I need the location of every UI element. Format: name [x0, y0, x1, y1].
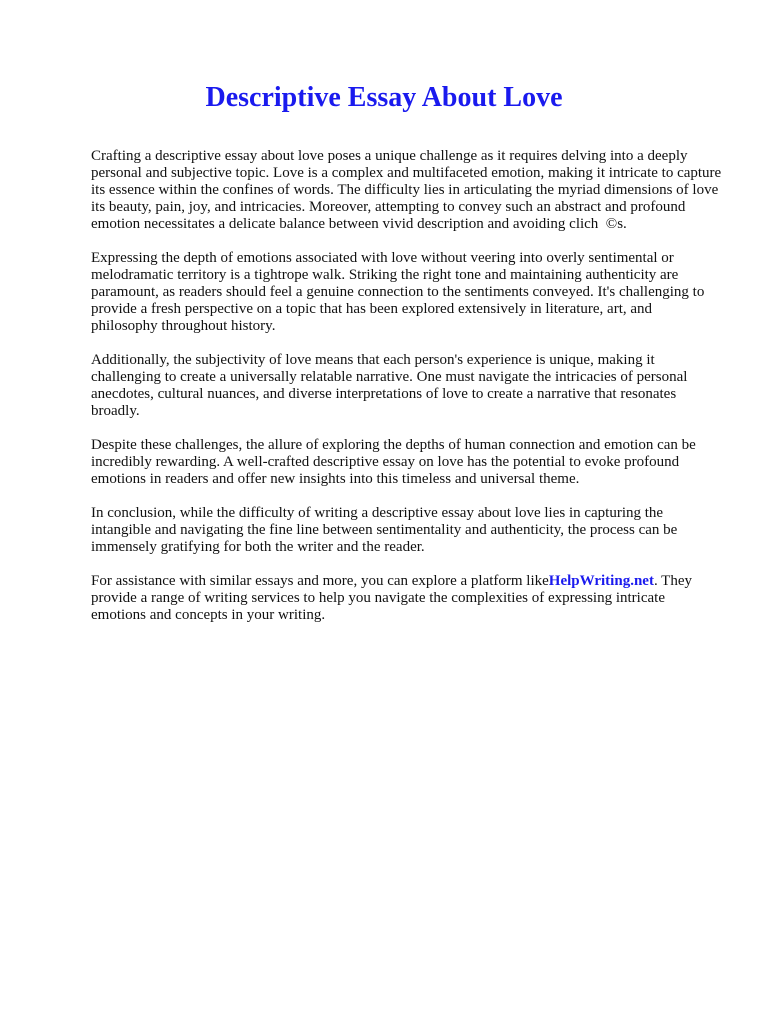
- paragraph-6: [91, 573, 722, 624]
- paragraph-1: Crafting a descriptive essay about love poses a unique challenge as it requires delving into a deeply personal and subjective topic. Love is a complex and multifaceted emotion, making it intricate to capture its essence within the confines of words. The difficulty lies in articulating the myriad dimensions of love its beauty, pain, joy, and intricacies. Moreover, attempting to convey such an abstract and profound emotion necessitates a delicate balance between vivid description and avoiding clich ©s.: [91, 148, 745, 232]
- paragraph-2: Expressing the depth of emotions associated with love without veering into overly sentimental or melodramatic territory is a tightrope walk. Striking the right tone and maintaining authenticity are paramount, as readers should feel a genuine connection to the sentiments conveyed. It's challenging to provide a fresh perspective on a topic that has been explored extensively in literature, art, and philosophy throughout history.: [91, 250, 705, 334]
- paragraph-3: Additionally, the subjectivity of love means that each person's experience is unique, making it challenging to create a universally relatable narrative. One must navigate the intricacies of personal anecdotes, cultural nuances, and diverse interpretations of love to create a narrative that resonates broadly.: [91, 352, 688, 419]
- paragraph-4: Despite these challenges, the allure of exploring the depths of human connection and emotion can be incredibly rewarding. A well-crafted descriptive essay on love has the potential to evoke profound emotions in readers and offer new insights into this timeless and universal theme.: [91, 437, 696, 487]
- paragraph-5: In conclusion, while the difficulty of writing a descriptive essay about love lies in capturing the intangible and navigating the fine line between sentimentality and authenticity, the process can be immensely gratifying for both the writer and the reader.: [91, 505, 678, 555]
- paragraph-6-lead-text: For assistance with similar essays and more, you can explore a platform like: [91, 573, 549, 589]
- page-title: Descriptive Essay About Love: [205, 82, 563, 113]
- helpwriting-link[interactable]: HelpWriting.net: [548, 573, 654, 589]
- paragraph-6-trailing-text: . They provide a range of writing services to help you navigate the complexities of expressing intricate emotions and concepts in your writing.: [91, 573, 692, 623]
